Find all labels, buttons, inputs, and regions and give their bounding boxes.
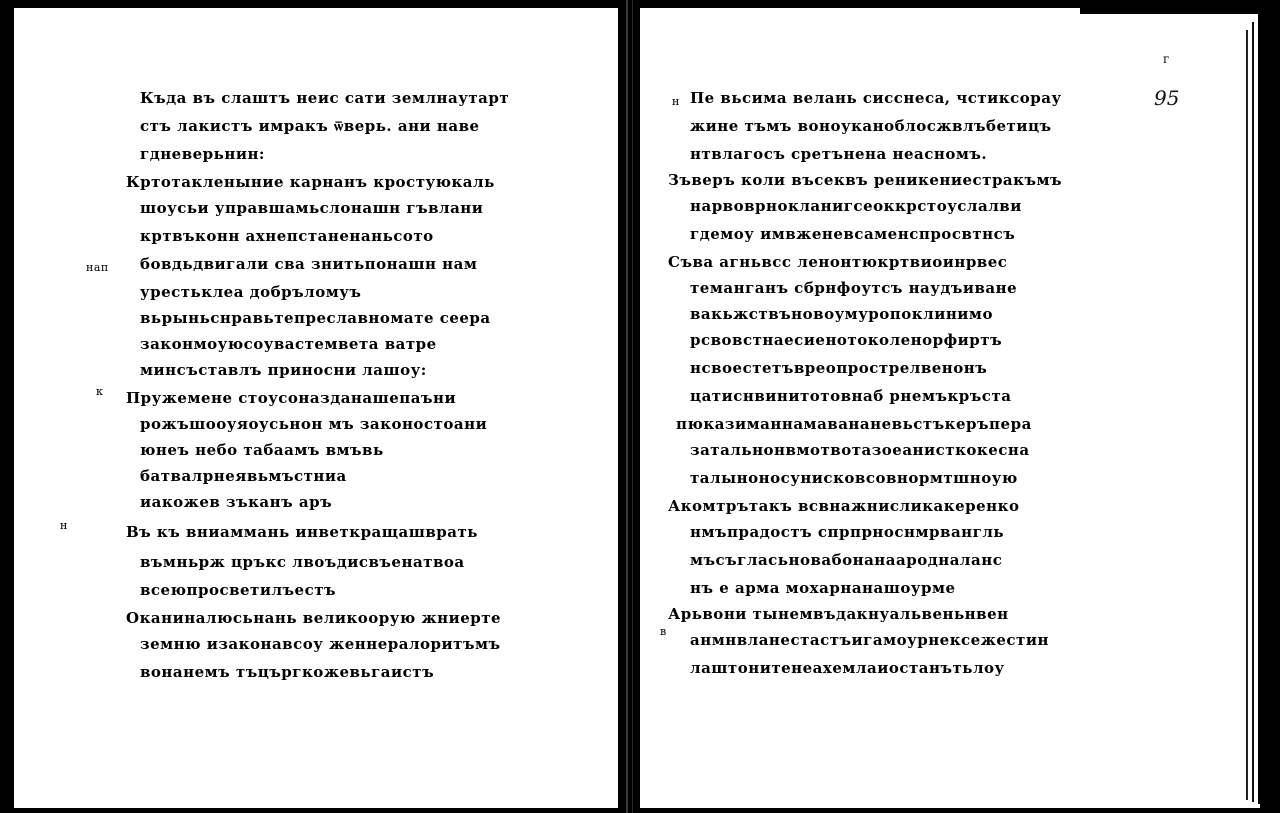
- right-line: жине тъмъ воноуканоблосжвлъбетицъ: [690, 117, 1052, 135]
- left-line: вьрыньснравьтепреславномате сеера: [140, 309, 491, 327]
- folio-mark: г: [1163, 52, 1170, 66]
- left-margin-note: к: [96, 385, 104, 398]
- left-line: шоусьи управшамьслонашн гъвлани: [140, 199, 484, 217]
- left-line: всеюпросветилъестъ: [140, 581, 337, 599]
- left-line: урестьклеа добръломуъ: [140, 283, 362, 301]
- book-gutter: [618, 0, 640, 813]
- right-line: цатиснвинитотовнаб рнемъкръста: [690, 387, 1012, 405]
- right-line: Зъверъ коли въсеквъ реникениестракъмъ: [668, 171, 1063, 189]
- left-line: батвалрнеявьмъстниа: [140, 467, 347, 485]
- page-edge: [1246, 30, 1248, 800]
- right-line: нъ е арма мохарнанашоурме: [690, 579, 956, 597]
- left-line: Кртотакленыние карнанъ кростуюкаль: [126, 173, 495, 191]
- left-line: земню изаконавсоу женнералоритъмъ: [140, 635, 501, 653]
- right-line: теманганъ сбрнфоутсъ наудъиване: [690, 279, 1018, 297]
- right-line: нсвоестетъвреопрострелвенонъ: [690, 359, 988, 377]
- folio-number: 95: [1154, 86, 1180, 110]
- page-edge: [1252, 22, 1254, 802]
- gutter-shadow-line: [626, 0, 628, 813]
- left-line: Къда въ слаштъ неис сати землнаутарт: [140, 89, 510, 107]
- right-line: Пе вьсима велань сисснеса, чстиксорау: [690, 89, 1062, 107]
- left-line: рожъшооуяоусьнон мъ законостоани: [140, 415, 488, 433]
- right-line: Акомтрътакъ всвнажнисликакеренко: [668, 497, 1020, 515]
- left-line: кртвъконн ахнепстаненаньсото: [140, 227, 434, 245]
- right-margin-note: н: [672, 95, 680, 108]
- right-line: нарвоврнокланигсеоккрстоуслалви: [690, 197, 1022, 215]
- right-line: нмъпрадостъ спрпрноснмрвангль: [690, 523, 1005, 541]
- left-line: Оканиналюсьнань великоорую жниерте: [126, 609, 502, 627]
- left-line: въмньрж цръкс лвоъдисвъенатвоа: [140, 553, 465, 571]
- right-line: лаштонитенеахемлаиостанътьлоу: [690, 659, 1005, 677]
- left-line: иакожев зъканъ аръ: [140, 493, 333, 511]
- left-line: законмоуюсоувастемвета ватре: [140, 335, 437, 353]
- right-line: гдемоу имвженевсаменспросвтнсъ: [690, 225, 1016, 243]
- right-line: вакьжствъновоумуропоклинимо: [690, 305, 993, 323]
- right-line: анмнвланестастъигамоурнексежестин: [690, 631, 1049, 649]
- left-line: вонанемъ тъцъргкожевьгаистъ: [140, 663, 435, 681]
- right-line: пюказиманнамавананевьстъкеръпера: [676, 415, 1032, 433]
- right-line: затальнонвмотвотазоеанисткокесна: [690, 441, 1030, 459]
- left-line: юнеъ небо табаамъ вмъвь: [140, 441, 384, 459]
- right-line: Арьвони тынемвъдакнуальвеньнвен: [668, 605, 1009, 623]
- right-line: талыноносунисковсовнормтшноую: [690, 469, 1018, 487]
- right-line: рсвовстнаесиенотоколенорфиртъ: [690, 331, 1003, 349]
- left-line: Пружемене стоусоназданашепаъни: [126, 389, 457, 407]
- right-line: Съва агньвсс ленонтюкртвиоинрвес: [668, 253, 1008, 271]
- right-margin-note: в: [660, 625, 667, 638]
- right-line: нтвлагосъ сретънена неасномъ.: [690, 145, 988, 163]
- left-line: стъ лакистъ имракъ ѿверь. ани наве: [140, 117, 480, 135]
- right-line: мъсъгласьновабонанаародналанс: [690, 551, 1003, 569]
- left-line: гдневерьнин:: [140, 145, 265, 163]
- left-line: бовдьдвигали сва знитьпонашн нам: [140, 255, 478, 273]
- page-edge-top: [1080, 8, 1260, 14]
- gutter-shadow-line: [632, 0, 633, 813]
- page-edge: [1258, 14, 1261, 804]
- left-margin-note: нап: [86, 261, 109, 274]
- left-line: минсъставлъ приносни лашоу:: [140, 361, 427, 379]
- left-margin-note: н: [60, 519, 68, 532]
- left-line: Въ къ вниаммань инветкращашврать: [126, 523, 478, 541]
